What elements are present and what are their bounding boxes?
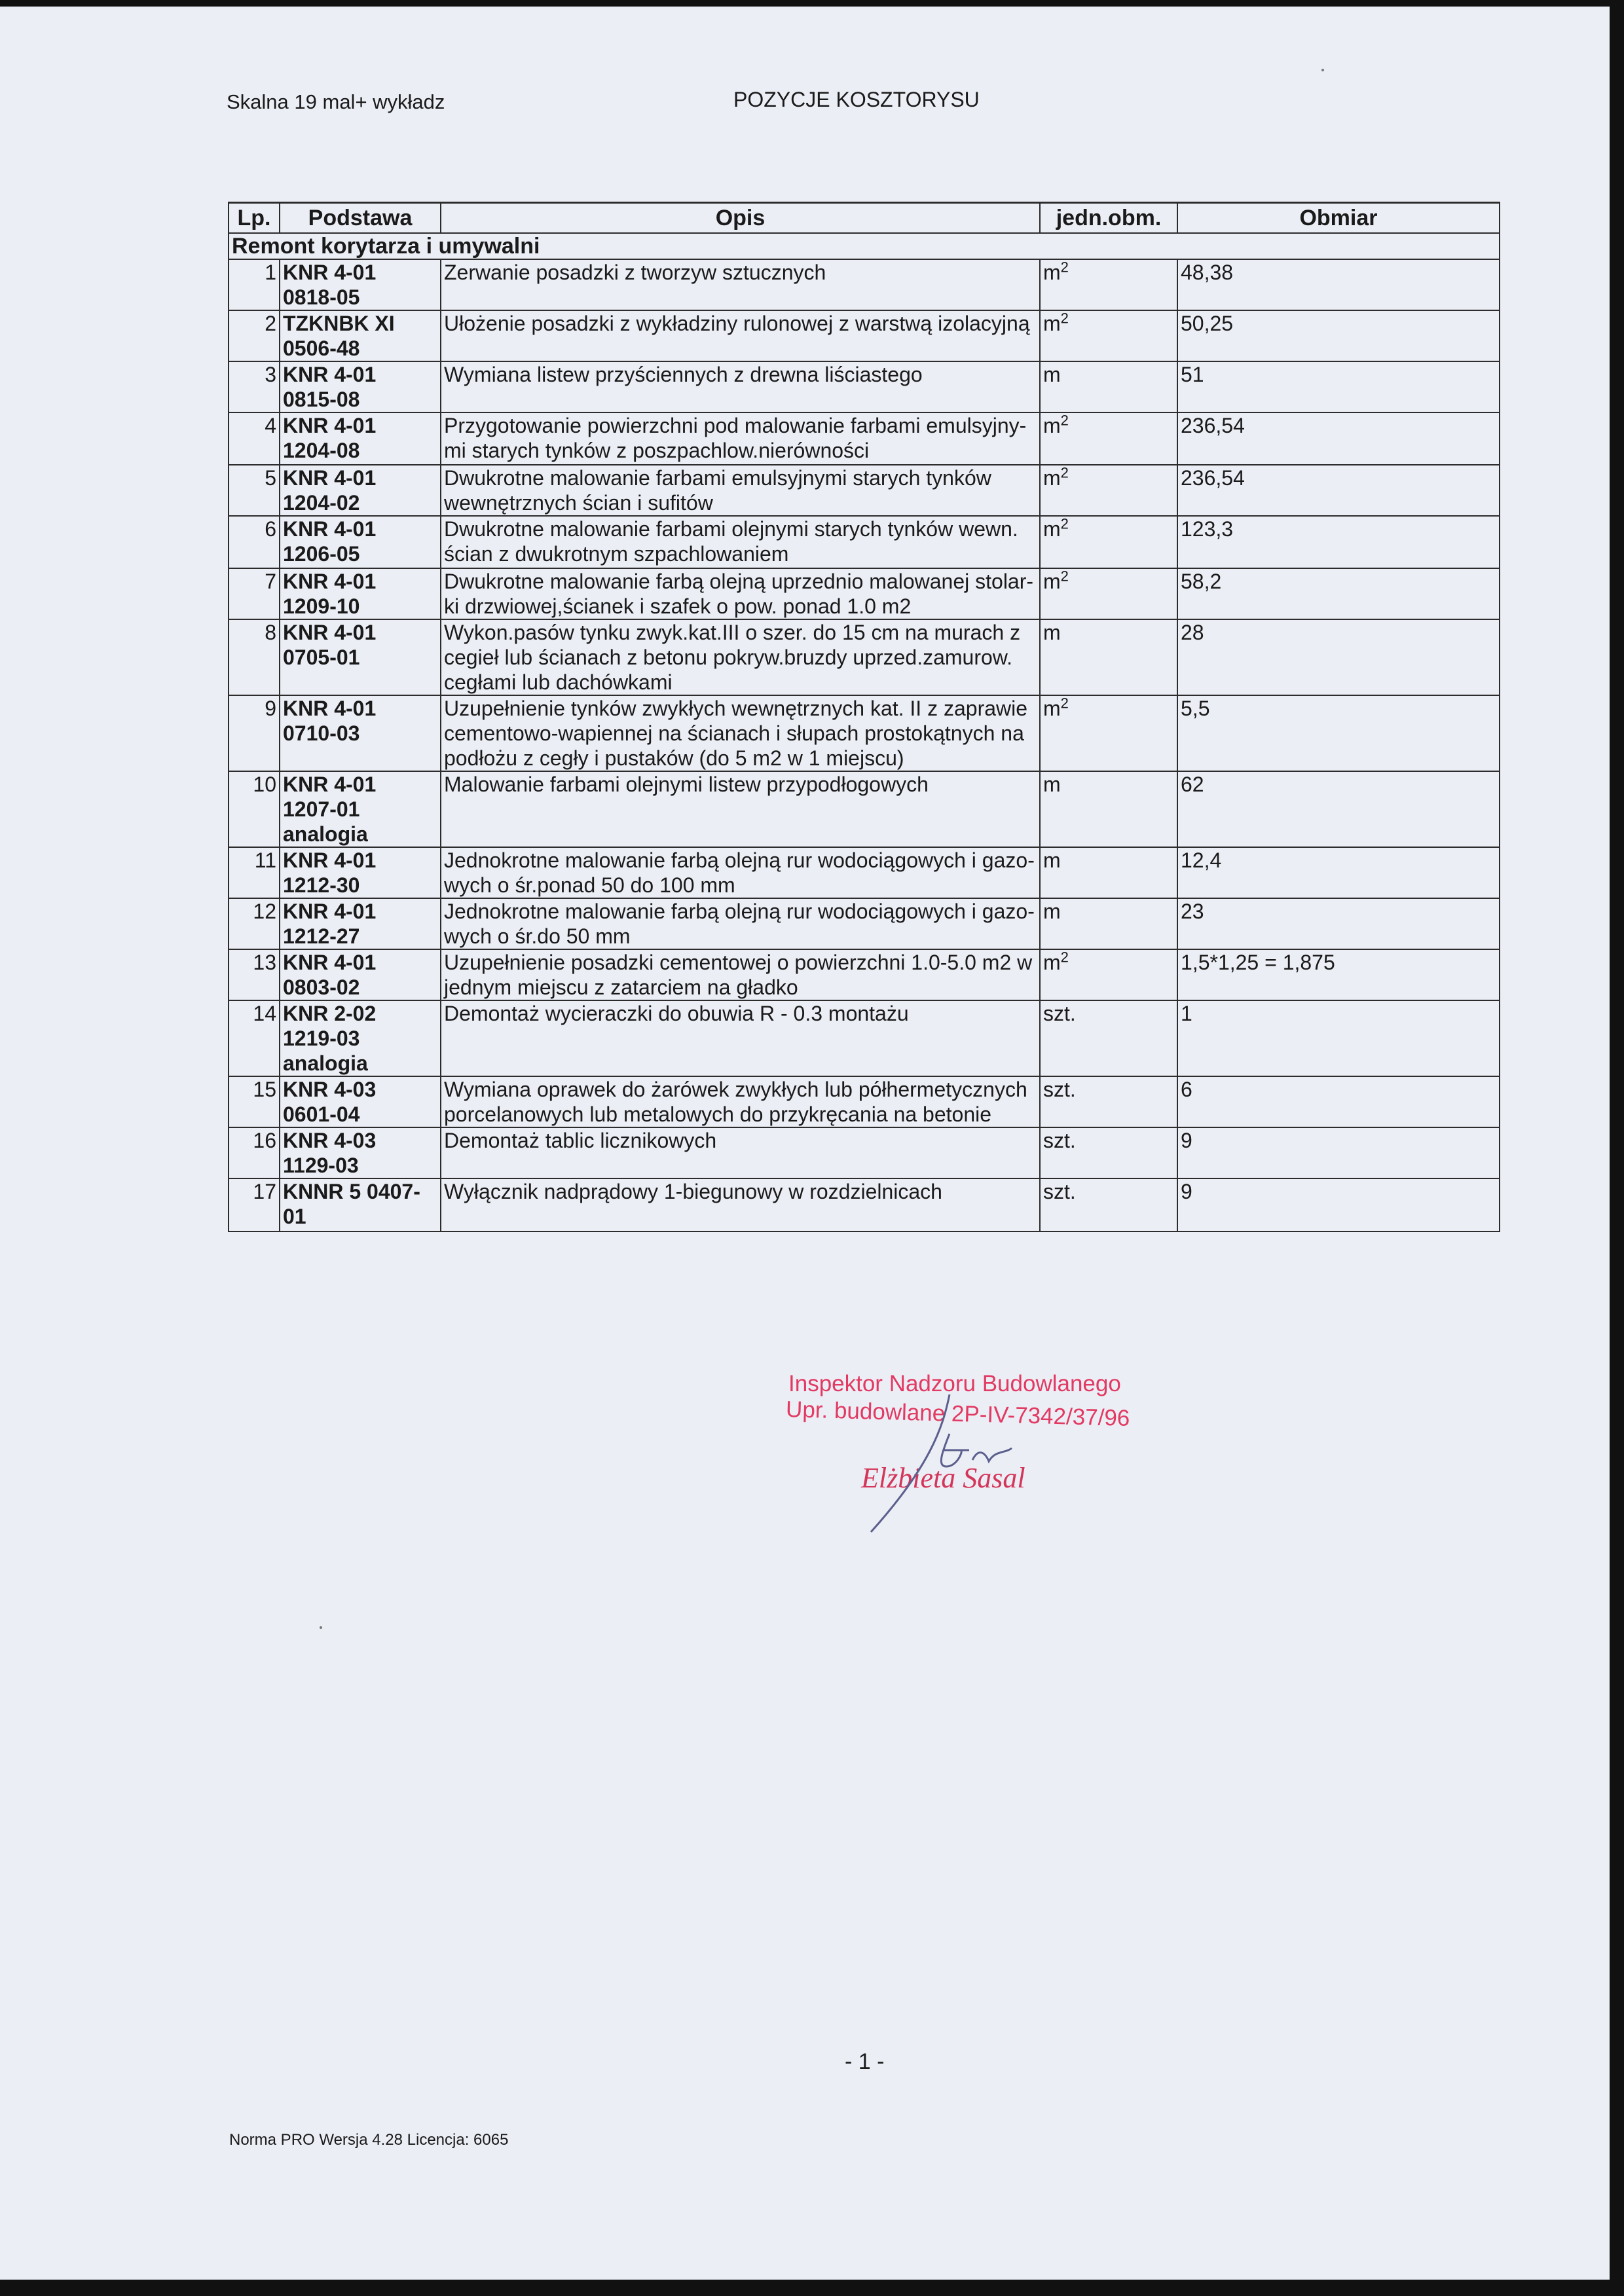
row-quantity: 1,5*1,25 = 1,875 — [1177, 949, 1500, 1000]
table-row — [229, 310, 1500, 361]
row-description — [441, 412, 1040, 465]
header-project-name: Skalna 19 mal+ wykładz — [227, 90, 445, 113]
row-description — [441, 361, 1040, 412]
row-basis-line: 1204-08 — [283, 439, 360, 462]
row-description-line: cegłami lub dachówkami — [444, 670, 673, 694]
row-description-line: Jednokrotne malowanie farbą olejną rur wodociągowych i gazo- — [444, 900, 1035, 923]
row-unit-text: m — [1043, 621, 1061, 644]
table-row — [229, 259, 1500, 310]
row-quantity: 62 — [1177, 771, 1500, 847]
row-lp: 11 — [229, 847, 280, 898]
row-unit — [1040, 1127, 1177, 1178]
row-unit-exponent: 2 — [1060, 568, 1069, 585]
row-unit-text: m — [1043, 414, 1061, 437]
row-lp: 8 — [229, 619, 280, 695]
table-body — [229, 233, 1500, 1231]
row-basis-line: 0803-02 — [283, 975, 360, 999]
row-description-line: wych o śr.do 50 mm — [444, 924, 631, 948]
cost-estimate-table — [228, 202, 1500, 1232]
row-quantity: 9 — [1177, 1178, 1500, 1231]
row-basis-line: KNR 4-01 — [283, 773, 377, 796]
table-row — [229, 1000, 1500, 1076]
row-basis-line: 0815-08 — [283, 388, 360, 411]
table-row — [229, 695, 1500, 771]
row-description-line: Wymiana listew przyściennych z drewna liściastego — [444, 363, 923, 386]
section-title: Remont korytarza i umywalni — [229, 233, 1500, 259]
row-quantity: 50,25 — [1177, 310, 1500, 361]
row-quantity: 51 — [1177, 361, 1500, 412]
row-basis-line: analogia — [283, 1051, 368, 1075]
row-quantity: 58,2 — [1177, 568, 1500, 619]
row-basis-line: KNR 4-01 — [283, 697, 377, 720]
row-unit — [1040, 619, 1177, 695]
scan-speck — [1321, 69, 1324, 71]
row-description-line: jednym miejscu z zatarciem na gładko — [444, 975, 798, 999]
row-unit — [1040, 1000, 1177, 1076]
row-description — [441, 259, 1040, 310]
row-lp: 3 — [229, 361, 280, 412]
row-basis — [280, 568, 441, 619]
row-description — [441, 619, 1040, 695]
table-row — [229, 568, 1500, 619]
column-header-lp: Lp. — [229, 203, 280, 234]
row-unit — [1040, 412, 1177, 465]
table-row — [229, 1178, 1500, 1231]
inspector-stamp-license: Upr. budowlane 2P-IV-7342/37/96 — [785, 1396, 1130, 1431]
row-description-line: porcelanowych lub metalowych do przykręcania na betonie — [444, 1102, 992, 1126]
row-description-line: Malowanie farbami olejnymi listew przypodłogowych — [444, 773, 929, 796]
row-quantity: 12,4 — [1177, 847, 1500, 898]
row-unit-exponent: 2 — [1060, 515, 1069, 532]
column-header-quantity: Obmiar — [1177, 203, 1500, 234]
column-header-description: Opis — [441, 203, 1040, 234]
row-unit-text: szt. — [1043, 1180, 1076, 1203]
table-row — [229, 771, 1500, 847]
row-lp: 16 — [229, 1127, 280, 1178]
row-unit — [1040, 847, 1177, 898]
table-header-row — [229, 203, 1500, 234]
row-description-line: Uzupełnienie posadzki cementowej o powierzchni 1.0-5.0 m2 w — [444, 951, 1033, 974]
row-basis — [280, 310, 441, 361]
row-description-line: Przygotowanie powierzchni pod malowanie farbami emulsyjny- — [444, 414, 1027, 437]
row-basis — [280, 1076, 441, 1127]
row-unit — [1040, 949, 1177, 1000]
row-description-line: Wymiana oprawek do żarówek zwykłych lub półhermetycznych — [444, 1078, 1027, 1101]
row-basis — [280, 412, 441, 465]
row-description-line: mi starych tynków z poszpachlow.nierówności — [444, 439, 870, 462]
row-basis-line: 1219-03 — [283, 1027, 360, 1050]
row-lp: 10 — [229, 771, 280, 847]
column-header-unit: jedn.obm. — [1040, 203, 1177, 234]
row-quantity: 28 — [1177, 619, 1500, 695]
row-unit — [1040, 898, 1177, 949]
row-lp: 2 — [229, 310, 280, 361]
row-basis-line: 1207-01 — [283, 797, 360, 821]
row-basis-line: KNNR 5 0407- — [283, 1180, 420, 1203]
row-description-line: ki drzwiowej,ścianek i szafek o pow. ponad 1.0 m2 — [444, 594, 912, 618]
row-basis-line: KNR 4-03 — [283, 1078, 377, 1101]
row-description-line: Ułożenie posadzki z wykładziny rulonowej z warstwą izolacyjną — [444, 312, 1030, 335]
row-basis — [280, 1178, 441, 1231]
row-description — [441, 949, 1040, 1000]
row-basis-line: 0818-05 — [283, 285, 360, 309]
row-unit-text: m — [1043, 466, 1061, 490]
row-basis — [280, 259, 441, 310]
row-basis-line: KNR 4-01 — [283, 261, 377, 284]
row-description-line: Uzupełnienie tynków zwykłych wewnętrznych kat. II z zaprawie — [444, 697, 1028, 720]
table-row — [229, 619, 1500, 695]
row-lp: 4 — [229, 412, 280, 465]
row-description-line: Zerwanie posadzki z tworzyw sztucznych — [444, 261, 826, 284]
table-row — [229, 465, 1500, 516]
row-unit-text: m — [1043, 570, 1061, 593]
row-basis-line: KNR 4-01 — [283, 414, 377, 437]
row-basis — [280, 949, 441, 1000]
row-basis-line: 0710-03 — [283, 721, 360, 745]
row-unit-exponent: 2 — [1060, 310, 1069, 327]
row-quantity: 123,3 — [1177, 516, 1500, 568]
row-basis-line: KNR 4-03 — [283, 1129, 377, 1152]
row-basis-line: KNR 4-01 — [283, 517, 377, 541]
table-row — [229, 1127, 1500, 1178]
row-description-line: Jednokrotne malowanie farbą olejną rur wodociągowych i gazo- — [444, 848, 1035, 872]
row-lp: 9 — [229, 695, 280, 771]
row-basis-line: 1204-02 — [283, 491, 360, 515]
row-quantity: 9 — [1177, 1127, 1500, 1178]
row-basis-line: 0705-01 — [283, 646, 360, 669]
table-row — [229, 949, 1500, 1000]
row-basis-line: 0601-04 — [283, 1102, 360, 1126]
row-basis — [280, 516, 441, 568]
table-row — [229, 361, 1500, 412]
row-description — [441, 310, 1040, 361]
row-unit — [1040, 568, 1177, 619]
row-basis-line: KNR 4-01 — [283, 951, 377, 974]
table-row — [229, 516, 1500, 568]
row-unit-text: m — [1043, 951, 1061, 974]
scan-speck — [320, 1626, 322, 1629]
row-unit-text: m — [1043, 697, 1061, 720]
row-unit — [1040, 771, 1177, 847]
row-basis-line: KNR 4-01 — [283, 900, 377, 923]
row-basis-line: KNR 4-01 — [283, 848, 377, 872]
row-quantity: 1 — [1177, 1000, 1500, 1076]
row-basis — [280, 847, 441, 898]
row-unit-text: m — [1043, 773, 1061, 796]
row-basis — [280, 619, 441, 695]
row-unit-text: m — [1043, 900, 1061, 923]
row-description-line: Dwukrotne malowanie farbami emulsyjnymi starych tynków — [444, 466, 991, 490]
row-basis-line: KNR 4-01 — [283, 363, 377, 386]
row-unit-text: m — [1043, 848, 1061, 872]
row-lp: 1 — [229, 259, 280, 310]
row-lp: 12 — [229, 898, 280, 949]
row-basis-line: 1206-05 — [283, 542, 360, 566]
row-quantity: 5,5 — [1177, 695, 1500, 771]
row-basis — [280, 771, 441, 847]
row-description-line: wewnętrznych ścian i sufitów — [444, 491, 713, 515]
table-row — [229, 1076, 1500, 1127]
row-description — [441, 1127, 1040, 1178]
row-description-line: Demontaż tablic licznikowych — [444, 1129, 717, 1152]
row-unit — [1040, 465, 1177, 516]
row-quantity: 236,54 — [1177, 465, 1500, 516]
row-unit — [1040, 695, 1177, 771]
row-quantity: 6 — [1177, 1076, 1500, 1127]
row-description-line: Wyłącznik nadprądowy 1-biegunowy w rozdzielnicach — [444, 1180, 942, 1203]
inspector-stamp-name: Elżbieta Sasal — [861, 1462, 1025, 1494]
row-lp: 7 — [229, 568, 280, 619]
row-unit-exponent: 2 — [1060, 464, 1069, 481]
row-lp: 5 — [229, 465, 280, 516]
row-basis-line: 0506-48 — [283, 337, 360, 360]
row-unit-text: m — [1043, 261, 1061, 284]
row-quantity: 236,54 — [1177, 412, 1500, 465]
row-basis-line: KNR 4-01 — [283, 570, 377, 593]
row-description — [441, 516, 1040, 568]
row-basis — [280, 1127, 441, 1178]
row-basis-line: KNR 4-01 — [283, 466, 377, 490]
row-unit-text: m — [1043, 312, 1061, 335]
row-basis — [280, 898, 441, 949]
table-row — [229, 412, 1500, 465]
row-description-line: ścian z dwukrotnym szpachlowaniem — [444, 542, 789, 566]
row-quantity: 23 — [1177, 898, 1500, 949]
row-basis — [280, 465, 441, 516]
row-description-line: wych o śr.ponad 50 do 100 mm — [444, 873, 735, 897]
row-description — [441, 771, 1040, 847]
row-lp: 6 — [229, 516, 280, 568]
row-unit-exponent: 2 — [1060, 949, 1069, 966]
section-row — [229, 233, 1500, 259]
row-description — [441, 847, 1040, 898]
row-basis-line: 1209-10 — [283, 594, 360, 618]
inspector-stamp-title: Inspektor Nadzoru Budowlanego — [788, 1371, 1121, 1396]
row-basis — [280, 695, 441, 771]
row-basis-line: KNR 4-01 — [283, 621, 377, 644]
row-unit-text: m — [1043, 517, 1061, 541]
row-unit — [1040, 516, 1177, 568]
row-quantity: 48,38 — [1177, 259, 1500, 310]
table-row — [229, 898, 1500, 949]
row-unit — [1040, 1178, 1177, 1231]
row-unit-exponent: 2 — [1060, 695, 1069, 712]
row-basis-line: 1129-03 — [283, 1154, 359, 1177]
row-unit-text: m — [1043, 363, 1061, 386]
document-page — [0, 7, 1610, 2280]
row-description — [441, 568, 1040, 619]
row-unit — [1040, 1076, 1177, 1127]
row-description — [441, 1076, 1040, 1127]
row-unit — [1040, 361, 1177, 412]
row-description — [441, 695, 1040, 771]
row-description-line: Dwukrotne malowanie farbami olejnymi starych tynków wewn. — [444, 517, 1018, 541]
row-description-line: Dwukrotne malowanie farbą olejną uprzednio malowanej stolar- — [444, 570, 1034, 593]
row-description-line: cegieł lub ścianach z betonu pokryw.bruzdy uprzed.zamurow. — [444, 646, 1013, 669]
header-document-title: POZYCJE KOSZTORYSU — [733, 88, 980, 111]
row-lp: 13 — [229, 949, 280, 1000]
row-unit-text: szt. — [1043, 1129, 1076, 1152]
column-header-basis: Podstawa — [280, 203, 441, 234]
row-lp: 15 — [229, 1076, 280, 1127]
row-description-line: Demontaż wycieraczki do obuwia R - 0.3 montażu — [444, 1002, 909, 1025]
row-unit — [1040, 259, 1177, 310]
row-description — [441, 465, 1040, 516]
handwritten-signature — [845, 1388, 1061, 1539]
software-footer: Norma PRO Wersja 4.28 Licencja: 6065 — [229, 2131, 509, 2149]
row-unit-text: szt. — [1043, 1002, 1076, 1025]
row-basis — [280, 361, 441, 412]
row-description-line: podłożu z cegły i pustaków (do 5 m2 w 1 miejscu) — [444, 746, 904, 770]
row-description-line: cementowo-wapiennej na ścianach i słupach prostokątnych na — [444, 721, 1024, 745]
row-description — [441, 1178, 1040, 1231]
table-row — [229, 847, 1500, 898]
row-basis-line: analogia — [283, 822, 368, 846]
row-unit-exponent: 2 — [1060, 259, 1069, 276]
row-description-line: Wykon.pasów tynku zwyk.kat.III o szer. do 15 cm na murach z — [444, 621, 1021, 644]
row-basis-line: 1212-30 — [283, 873, 360, 897]
row-basis-line: KNR 2-02 — [283, 1002, 377, 1025]
row-basis-line: 1212-27 — [283, 924, 360, 948]
page-number: - 1 - — [845, 2049, 885, 2074]
row-unit — [1040, 310, 1177, 361]
row-unit-exponent: 2 — [1060, 412, 1069, 429]
row-unit-text: szt. — [1043, 1078, 1076, 1101]
row-basis-line: TZKNBK XI — [283, 312, 395, 335]
row-basis-line: 01 — [283, 1205, 306, 1228]
row-lp: 17 — [229, 1178, 280, 1231]
row-description — [441, 898, 1040, 949]
row-description — [441, 1000, 1040, 1076]
row-basis — [280, 1000, 441, 1076]
row-lp: 14 — [229, 1000, 280, 1076]
